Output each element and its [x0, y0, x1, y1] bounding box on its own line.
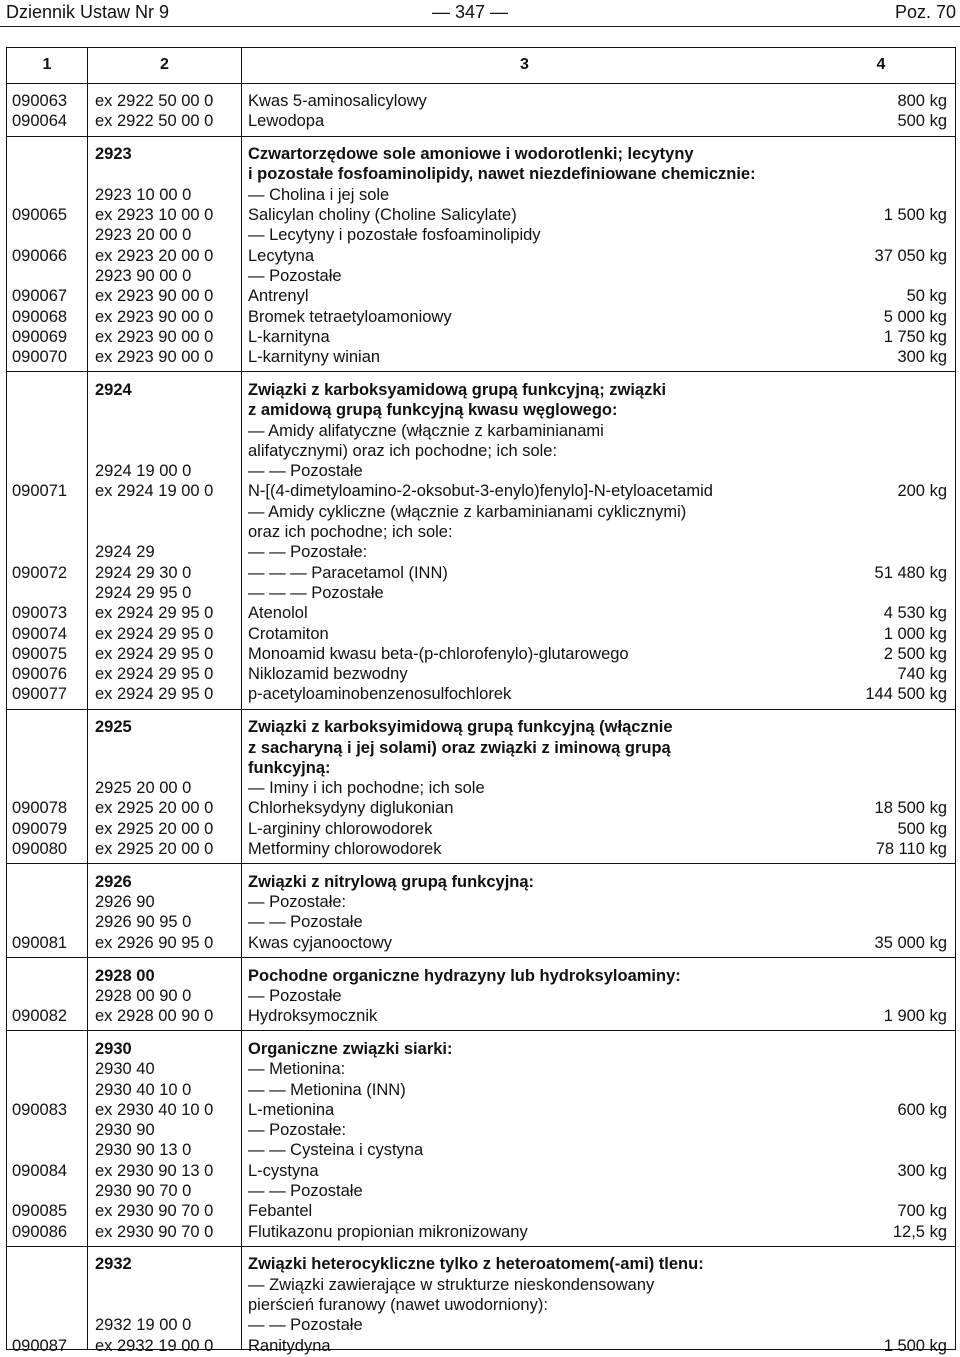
table-row: [7, 307, 955, 327]
cn-code-cell: ex 2930 90 70 0: [95, 1202, 214, 1221]
column-header-2: 2: [160, 56, 169, 73]
description-cell: — — Pozostałe:: [248, 543, 368, 562]
quantity-cell: 1 500 kg: [883, 206, 947, 224]
cn-code-cell: ex 2925 20 00 0: [95, 840, 214, 858]
description-cell: Salicylan choliny (Choline Salicylate): [248, 206, 517, 224]
description-cell: — — — Paracetamol (INN): [248, 563, 448, 582]
description-cell: Hydroksymocznik: [248, 1007, 378, 1026]
row-id-cell: 090072: [12, 563, 68, 582]
table-row: [7, 421, 955, 441]
description-cell: Czwartorzędowe sole amoniowe i wodorotlenki; lecytyny: [248, 145, 694, 164]
quantity-cell: 35 000 kg: [874, 933, 947, 952]
description-cell: Metforminy chlorowodorek: [248, 840, 442, 858]
group-divider: [7, 957, 955, 958]
row-id-cell: 090084: [12, 1161, 68, 1180]
cn-code-cell: ex 2930 90 13 0: [95, 1161, 214, 1180]
row-id-cell: 090081: [12, 933, 68, 952]
description-cell: — — Pozostałe: [248, 462, 363, 481]
cn-code-cell: ex 2923 90 00 0: [95, 327, 214, 346]
row-id-cell: 090073: [12, 604, 68, 623]
description-cell: Kwas cyjanooctowy: [248, 933, 392, 952]
description-cell: Organiczne związki siarki:: [248, 1039, 453, 1058]
cn-code-cell: ex 2924 29 95 0: [95, 644, 214, 663]
row-id-cell: 090079: [12, 819, 68, 838]
quantity-cell: 51 480 kg: [874, 563, 947, 582]
column-header-4: 4: [876, 56, 886, 73]
quantity-cell: 12,5 kg: [892, 1222, 947, 1241]
description-cell: — Metionina:: [248, 1060, 346, 1079]
table-row: [7, 839, 955, 859]
cn-code-cell: 2930 90 70 0: [95, 1182, 192, 1200]
description-cell: Lewodopa: [248, 112, 325, 131]
cn-code-cell: 2928 00 90 0: [95, 986, 192, 1005]
cn-code-cell: 2924 29 30 0: [95, 563, 192, 582]
cn-code-cell: ex 2932 19 00 0: [95, 1336, 214, 1355]
quantity-cell: 18 500 kg: [874, 799, 947, 818]
table-row: [7, 164, 955, 184]
description-cell: — Pozostałe:: [248, 1121, 347, 1140]
group-divider: [7, 863, 955, 864]
table-row: [7, 400, 955, 420]
quantity-cell: 200 kg: [897, 482, 947, 501]
description-cell: — Amidy cykliczne (włącznie z karbaminianami cyklicznymi): [248, 502, 687, 521]
quantity-cell: 600 kg: [897, 1100, 947, 1119]
cn-code-cell: 2924 29 95 0: [95, 583, 192, 602]
table-row: [7, 1100, 955, 1120]
description-cell: — — Metionina (INN): [248, 1080, 406, 1099]
row-id-cell: 090087: [12, 1336, 68, 1355]
table-row: [7, 111, 955, 131]
description-cell: — Pozostałe:: [248, 893, 347, 912]
group-divider: [7, 136, 955, 137]
description-cell: z amidową grupą funkcyjną kwasu węglowego:: [248, 401, 618, 420]
cn-code-cell: 2923 10 00 0: [95, 185, 192, 204]
description-cell: z sacharyną i jej solami) oraz związki z iminową grupą: [248, 738, 671, 757]
row-id-cell: 090064: [12, 112, 68, 131]
description-cell: — Iminy i ich pochodne; ich sole: [248, 779, 485, 798]
table-row: [7, 912, 955, 932]
cn-code-cell: 2926: [95, 872, 132, 891]
table-row: [7, 644, 955, 664]
table-row: [7, 266, 955, 286]
group-divider: [7, 709, 955, 710]
table-row: [7, 986, 955, 1006]
table-row: [7, 1080, 955, 1100]
table-row: [7, 347, 955, 367]
cn-code-cell: ex 2930 40 10 0: [95, 1100, 214, 1119]
table-row: [7, 778, 955, 798]
quantity-cell: 1 000 kg: [883, 624, 947, 643]
cn-code-cell: 2923: [95, 145, 132, 164]
description-cell: p-acetyloaminobenzenosulfochlorek: [248, 685, 512, 704]
row-id-cell: 090083: [12, 1100, 68, 1119]
cn-code-cell: ex 2926 90 95 0: [95, 933, 214, 952]
quantity-cell: 300 kg: [897, 348, 947, 367]
table-row: [7, 522, 955, 542]
cn-code-cell: 2930 40: [95, 1060, 155, 1079]
position-number: Poz. 70: [894, 2, 956, 22]
cn-code-cell: 2928 00: [95, 966, 155, 985]
table-row: [7, 1120, 955, 1140]
table-row: [7, 441, 955, 461]
table-row: [7, 892, 955, 912]
page-number: — 347 —: [432, 2, 509, 22]
table-row: [7, 1161, 955, 1181]
row-id-cell: 090077: [12, 685, 68, 704]
table-row: [7, 380, 955, 400]
column-header-3: 3: [520, 56, 529, 73]
description-cell: — — — Pozostałe: [248, 583, 384, 602]
quantity-cell: 800 kg: [897, 92, 947, 110]
quantity-cell: 78 110 kg: [875, 840, 947, 858]
row-id-cell: 090076: [12, 665, 68, 684]
description-cell: Chlorheksydyny diglukonian: [248, 799, 454, 818]
table-row: [7, 738, 955, 758]
description-cell: L-cystyna: [248, 1161, 319, 1180]
row-id-cell: 090080: [12, 840, 68, 858]
cn-code-cell: 2930: [95, 1039, 132, 1058]
table-row: [7, 1059, 955, 1079]
row-id-cell: 090067: [12, 287, 68, 306]
cn-code-cell: ex 2925 20 00 0: [95, 799, 214, 818]
table-row: [7, 205, 955, 225]
description-cell: L-argininy chlorowodorek: [248, 819, 433, 838]
description-cell: Crotamiton: [248, 624, 329, 643]
row-id-cell: 090078: [12, 799, 68, 818]
description-cell: L-karnityna: [248, 327, 330, 346]
row-id-cell: 090068: [12, 307, 68, 326]
row-id-cell: 090082: [12, 1007, 68, 1026]
table-row: [7, 286, 955, 306]
table-row: [7, 542, 955, 562]
quantity-cell: 700 kg: [897, 1202, 947, 1221]
quantity-cell: 300 kg: [897, 1161, 947, 1180]
group-divider: [7, 1030, 955, 1031]
quantity-cell: 5 000 kg: [883, 307, 947, 326]
table-row: [7, 966, 955, 986]
description-cell: alifatycznymi) oraz ich pochodne; ich sole:: [248, 441, 558, 460]
row-id-cell: 090069: [12, 327, 68, 346]
table-row: [7, 1295, 955, 1315]
cn-code-cell: ex 2930 90 70 0: [95, 1222, 214, 1241]
description-cell: Monoamid kwasu beta-(p-chlorofenylo)-glutarowego: [248, 644, 629, 663]
table-row: [7, 1336, 955, 1356]
table-row: [7, 603, 955, 623]
cn-code-cell: 2925 20 00 0: [95, 779, 192, 798]
cn-code-cell: 2924 29: [95, 543, 155, 562]
table-row: [7, 1222, 955, 1242]
table-row: [7, 1181, 955, 1201]
description-cell: Niklozamid bezwodny: [248, 665, 408, 684]
description-cell: funkcyjną:: [248, 758, 331, 777]
description-cell: i pozostałe fosfoaminolipidy, nawet niezdefiniowane chemicznie:: [248, 165, 756, 184]
cn-code-cell: ex 2924 29 95 0: [95, 685, 214, 704]
group-divider: [7, 371, 955, 372]
row-id-cell: 090065: [12, 206, 68, 224]
table-row: [7, 481, 955, 501]
row-id-cell: 090070: [12, 348, 68, 367]
row-id-cell: 090075: [12, 644, 68, 663]
quantity-cell: 2 500 kg: [883, 644, 947, 663]
cn-code-cell: 2926 90 95 0: [95, 913, 192, 932]
row-id-cell: 090086: [12, 1222, 68, 1241]
description-cell: — Pozostałe: [248, 986, 342, 1005]
description-cell: Atenolol: [248, 604, 308, 623]
cn-code-cell: 2932 19 00 0: [95, 1316, 192, 1335]
row-id-cell: 090066: [12, 246, 68, 265]
cn-code-cell: 2924: [95, 380, 132, 399]
quantity-cell: 740 kg: [897, 665, 947, 684]
description-cell: — — Cysteina i cystyna: [248, 1141, 424, 1160]
quantity-cell: 1 900 kg: [883, 1007, 947, 1026]
table-row: [7, 246, 955, 266]
description-cell: pierścień furanowy (nawet uwodorniony):: [248, 1296, 548, 1314]
quantity-cell: 1 750 kg: [883, 327, 947, 346]
table-row: [7, 225, 955, 245]
cn-code-cell: ex 2922 50 00 0: [95, 92, 214, 110]
description-cell: Związki z karboksyimidową grupą funkcyjną (włącznie: [248, 718, 673, 737]
cn-code-cell: 2932: [95, 1255, 132, 1274]
table-row: [7, 583, 955, 603]
table-row: [7, 461, 955, 481]
table-row: [7, 91, 955, 111]
description-cell: Flutikazonu propionian mikronizowany: [248, 1222, 528, 1241]
cn-code-cell: ex 2923 90 00 0: [95, 348, 214, 367]
description-cell: — Cholina i jej sole: [248, 185, 390, 204]
row-id-cell: 090063: [12, 92, 68, 110]
column-header-1: 1: [42, 56, 52, 73]
cn-code-cell: ex 2923 10 00 0: [95, 206, 214, 224]
description-cell: — Związki zawierające w strukturze nieskondensowany: [248, 1275, 655, 1294]
description-cell: Antrenyl: [248, 287, 309, 306]
cn-code-cell: 2923 90 00 0: [95, 266, 192, 285]
goods-table: [6, 47, 956, 1355]
description-cell: — — Pozostałe: [248, 1316, 363, 1335]
description-cell: — Amidy alifatyczne (włącznie z karbaminianami: [248, 421, 604, 440]
quantity-cell: 4 530 kg: [883, 604, 947, 623]
cn-code-cell: 2925: [95, 718, 132, 737]
table-row: [7, 327, 955, 347]
quantity-cell: 500 kg: [897, 112, 947, 131]
description-cell: Lecytyna: [248, 246, 315, 265]
cn-code-cell: ex 2925 20 00 0: [95, 819, 214, 838]
table-row: [7, 872, 955, 892]
cn-code-cell: ex 2923 20 00 0: [95, 246, 214, 265]
cn-code-cell: 2924 19 00 0: [95, 462, 192, 481]
description-cell: — — Pozostałe: [248, 913, 363, 932]
row-id-cell: 090085: [12, 1202, 68, 1221]
description-cell: L-metionina: [248, 1100, 335, 1119]
cn-code-cell: 2923 20 00 0: [95, 226, 192, 245]
cn-code-cell: ex 2924 19 00 0: [95, 482, 214, 501]
quantity-cell: 37 050 kg: [874, 246, 947, 265]
row-id-cell: 090071: [12, 482, 68, 501]
cn-code-cell: ex 2928 00 90 0: [95, 1007, 214, 1026]
table-row: [7, 684, 955, 704]
description-cell: L-karnityny winian: [248, 348, 381, 367]
table-row: [7, 502, 955, 522]
cn-code-cell: ex 2924 29 95 0: [95, 604, 214, 623]
table-row: [7, 185, 955, 205]
description-cell: Związki heterocykliczne tylko z heteroatomem(-ami) tlenu:: [248, 1255, 704, 1274]
table-row: [7, 1201, 955, 1221]
cn-code-cell: 2930 90 13 0: [95, 1141, 192, 1160]
cn-code-cell: ex 2922 50 00 0: [95, 112, 214, 131]
table-row: [7, 664, 955, 684]
table-row: [7, 1275, 955, 1295]
group-divider: [7, 1246, 955, 1247]
table-row: [7, 798, 955, 818]
cn-code-cell: ex 2923 90 00 0: [95, 307, 214, 326]
table-row: [7, 1006, 955, 1026]
description-cell: Bromek tetraetyloamoniowy: [248, 307, 452, 326]
table-row: [7, 933, 955, 953]
table-row: [7, 1254, 955, 1274]
description-cell: Febantel: [248, 1202, 313, 1221]
description-cell: — — Pozostałe: [248, 1182, 363, 1200]
description-cell: — Pozostałe: [248, 266, 342, 285]
quantity-cell: 1 500 kg: [883, 1336, 947, 1355]
quantity-cell: 50 kg: [906, 287, 947, 306]
cn-code-cell: ex 2923 90 00 0: [95, 287, 214, 306]
table-row: [7, 1140, 955, 1160]
cn-code-cell: 2930 40 10 0: [95, 1080, 192, 1099]
cn-code-cell: ex 2924 29 95 0: [95, 665, 214, 684]
page-header: [0, 0, 960, 27]
row-id-cell: 090074: [12, 624, 68, 643]
journal-title: Dziennik Ustaw Nr 9: [6, 2, 170, 22]
description-cell: Kwas 5-aminosalicylowy: [248, 92, 427, 110]
cn-code-cell: 2930 90: [95, 1121, 155, 1140]
cn-code-cell: 2926 90: [95, 893, 155, 912]
description-cell: N-[(4-dimetyloamino-2-oksobut-3-enylo)fenylo]-N-etyloacetamid: [248, 482, 713, 501]
table-row: [7, 563, 955, 583]
table-row: [7, 624, 955, 644]
description-cell: — Lecytyny i pozostałe fosfoaminolipidy: [248, 226, 541, 245]
description-cell: Ranitydyna: [248, 1336, 331, 1355]
description-cell: oraz ich pochodne; ich sole:: [248, 523, 453, 541]
cn-code-cell: ex 2924 29 95 0: [95, 624, 214, 643]
table-row: [7, 1315, 955, 1335]
description-cell: Związki z karboksyamidową grupą funkcyjną; związki: [248, 380, 667, 399]
description-cell: Pochodne organiczne hydrazyny lub hydroksyloaminy:: [248, 966, 681, 985]
quantity-cell: 500 kg: [897, 819, 947, 838]
table-row: [7, 758, 955, 778]
header-divider: [7, 83, 955, 84]
description-cell: Związki z nitrylową grupą funkcyjną:: [248, 872, 535, 891]
table-row: [7, 1039, 955, 1059]
table-row: [7, 717, 955, 737]
table-row: [7, 819, 955, 839]
table-row: [7, 144, 955, 164]
quantity-cell: 144 500 kg: [865, 685, 947, 704]
